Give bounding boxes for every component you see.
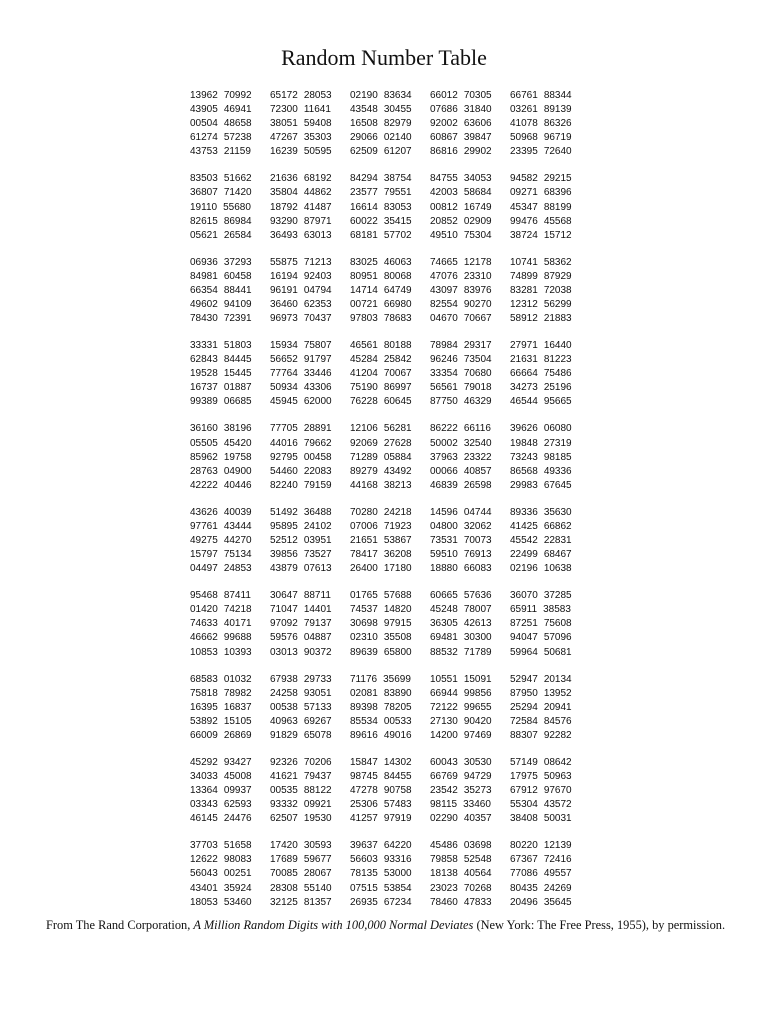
number-group: 47076 23310	[430, 270, 492, 282]
number-group: 42003 58684	[430, 187, 492, 199]
number-group: 46839 26598	[430, 479, 492, 491]
number-group: 17689 59677	[270, 854, 332, 866]
number-group: 84755 34053	[430, 173, 492, 185]
number-group: 78135 53000	[350, 868, 412, 880]
number-group: 26400 17180	[350, 563, 412, 575]
number-group: 37963 23322	[430, 451, 492, 463]
number-group: 29983 67645	[510, 479, 572, 491]
number-block	[190, 589, 590, 659]
number-group: 52512 03951	[270, 534, 332, 546]
number-group: 30647 88711	[270, 590, 331, 602]
number-group: 23395 72640	[510, 146, 572, 158]
number-group: 66354 88441	[190, 284, 252, 296]
number-block	[190, 339, 590, 409]
number-group: 82240 79159	[270, 479, 332, 491]
number-group: 15847 14302	[350, 756, 412, 768]
number-group: 80951 80068	[350, 270, 412, 282]
number-group: 43401 35924	[190, 882, 252, 894]
number-group: 79858 52548	[430, 854, 492, 866]
number-group: 50934 43306	[270, 382, 332, 394]
number-group: 92069 27628	[350, 437, 412, 449]
number-group: 67367 72416	[510, 854, 572, 866]
number-group: 56652 91797	[270, 354, 332, 366]
number-group: 01765 57688	[350, 590, 412, 602]
number-group: 88307 92282	[510, 729, 572, 741]
number-group: 66944 99856	[430, 687, 492, 699]
number-block	[190, 506, 590, 576]
number-group: 04497 24853	[190, 563, 252, 575]
number-group: 35804 44862	[270, 187, 332, 199]
number-group: 71047 14401	[270, 604, 332, 616]
attribution-note	[46, 918, 732, 932]
number-group: 10551 15091	[430, 673, 492, 685]
number-group: 14596 04744	[430, 506, 492, 518]
number-group: 02196 10638	[510, 563, 572, 575]
number-group: 85962 19758	[190, 451, 252, 463]
number-group: 16737 01887	[190, 382, 252, 394]
number-group: 41621 79437	[270, 770, 332, 782]
number-group: 36460 62353	[270, 299, 332, 310]
number-group: 94582 29215	[510, 173, 572, 185]
number-group: 51492 36488	[270, 506, 332, 518]
number-group: 10853 10393	[190, 646, 252, 658]
number-group: 67938 29733	[270, 673, 332, 685]
number-group: 60665 57636	[430, 590, 492, 602]
number-group: 41425 66862	[510, 520, 572, 532]
number-group: 99389 06685	[190, 396, 252, 408]
number-group: 96191 04794	[270, 284, 332, 296]
number-group: 83281 72038	[510, 284, 572, 296]
number-group: 00721 66980	[350, 299, 412, 310]
number-group: 23023 70268	[430, 882, 492, 894]
number-group: 41204 70067	[350, 368, 412, 380]
number-group: 62843 84445	[190, 354, 252, 366]
number-group: 33354 70680	[430, 368, 492, 380]
number-group: 05505 45420	[190, 437, 252, 449]
number-group: 49510 75304	[430, 229, 492, 241]
number-group: 49602 94109	[190, 299, 252, 310]
number-group: 70085 28067	[270, 868, 332, 880]
number-group: 26935 67234	[350, 896, 412, 908]
number-group: 23577 79551	[350, 187, 412, 199]
number-group: 47278 90758	[350, 785, 412, 797]
number-group: 28763 04900	[190, 465, 252, 477]
number-group: 59964 50681	[510, 646, 572, 658]
number-group: 83025 46063	[350, 256, 412, 268]
number-group: 47267 35303	[270, 132, 332, 144]
number-group: 20496 35645	[510, 896, 572, 908]
number-group: 89616 49016	[350, 729, 412, 741]
number-group: 19848 27319	[510, 437, 572, 449]
number-group: 74537 14820	[350, 604, 412, 616]
number-group: 43879 07613	[270, 563, 332, 575]
number-group: 33331 51803	[190, 340, 252, 352]
number-group: 34033 45008	[190, 770, 252, 782]
number-group: 16239 50595	[270, 146, 332, 158]
number-group: 24258 93051	[270, 687, 332, 699]
number-group: 02081 83890	[350, 687, 412, 699]
number-group: 34273 25196	[510, 382, 572, 394]
number-group: 65911 38583	[510, 604, 571, 616]
number-group: 40963 69267	[270, 715, 332, 727]
attribution-prefix: From The Rand Corporation,	[46, 918, 194, 932]
number-group: 06936 37293	[190, 256, 252, 268]
number-group: 16395 16837	[190, 701, 252, 713]
number-group: 45248 78007	[430, 604, 492, 616]
number-group: 60043 30530	[430, 756, 492, 768]
number-group: 36493 63013	[270, 229, 332, 241]
number-group: 00812 16749	[430, 201, 492, 213]
number-group: 59510 76913	[430, 549, 492, 561]
page-title: Random Number Table	[281, 45, 487, 70]
number-group: 83503 51662	[190, 173, 252, 185]
number-group: 13364 09937	[190, 785, 252, 797]
number-group: 66761 88344	[510, 90, 572, 101]
number-group: 43753 21159	[190, 146, 251, 158]
number-group: 00066 40857	[430, 465, 492, 477]
number-group: 36305 42613	[430, 618, 492, 630]
number-group: 68583 01032	[190, 673, 252, 685]
number-group: 77764 33446	[270, 368, 332, 380]
number-group: 44168 38213	[350, 479, 412, 491]
number-group: 03261 89139	[510, 104, 572, 116]
number-group: 42222 40446	[190, 479, 252, 491]
number-group: 85534 00533	[350, 715, 412, 727]
number-group: 05621 26584	[190, 229, 252, 241]
number-group: 41257 97919	[350, 813, 412, 825]
number-group: 02290 40357	[430, 813, 492, 825]
number-group: 62507 19530	[270, 813, 332, 825]
number-group: 97761 43444	[190, 520, 252, 532]
number-group: 72300 11641	[270, 104, 331, 116]
number-group: 43626 40039	[190, 506, 252, 518]
number-group: 30698 97915	[350, 618, 412, 630]
number-group: 50968 96719	[510, 132, 572, 144]
number-group: 46561 80188	[350, 340, 412, 352]
number-group: 00535 88122	[270, 785, 332, 797]
number-group: 97092 79137	[270, 618, 332, 630]
number-group: 78417 36208	[350, 549, 412, 561]
number-group: 72122 99655	[430, 701, 492, 713]
number-group: 95895 24102	[270, 520, 332, 532]
number-group: 78460 47833	[430, 896, 492, 908]
number-group: 16194 92403	[270, 270, 332, 282]
number-group: 38408 50031	[510, 813, 572, 825]
number-group: 45542 22831	[510, 534, 572, 546]
number-group: 14200 97469	[430, 729, 492, 741]
number-group: 19110 55680	[190, 201, 251, 213]
number-group: 46145 24476	[190, 813, 252, 825]
number-group: 49275 44270	[190, 534, 252, 546]
number-group: 12622 98083	[190, 854, 252, 866]
number-group: 93290 87971	[270, 215, 332, 227]
number-group: 84981 60458	[190, 270, 252, 282]
number-group: 93332 09921	[270, 799, 332, 811]
number-group: 52947 20134	[510, 673, 572, 685]
number-group: 07006 71923	[350, 520, 412, 532]
number-group: 92326 70206	[270, 756, 332, 768]
number-group: 44016 79662	[270, 437, 332, 449]
number-group: 78984 29317	[430, 340, 492, 352]
number-group: 66664 75486	[510, 368, 572, 380]
number-group: 61274 57238	[190, 132, 252, 144]
number-group: 66012 70305	[430, 90, 492, 101]
number-group: 12106 56281	[350, 423, 412, 435]
number-group: 39637 64220	[350, 840, 412, 852]
number-group: 66009 26869	[190, 729, 252, 741]
number-group: 09271 68396	[510, 187, 572, 199]
number-group: 87251 75608	[510, 618, 572, 630]
number-group: 43905 46941	[190, 104, 252, 116]
number-group: 45292 93427	[190, 756, 252, 768]
number-block	[190, 89, 590, 159]
number-group: 25294 20941	[510, 701, 572, 713]
number-group: 66769 94729	[430, 770, 492, 782]
attribution-book-title: A Million Random Digits with 100,000 Normal Deviates	[193, 918, 474, 932]
number-group: 91829 65078	[270, 729, 332, 741]
number-block	[190, 839, 590, 909]
number-group: 02190 83634	[350, 90, 412, 101]
number-group: 10741 58362	[510, 256, 572, 268]
number-group: 98745 84455	[350, 770, 412, 782]
number-group: 89336 35630	[510, 506, 572, 518]
number-group: 96973 70437	[270, 313, 332, 325]
number-group: 39856 73527	[270, 549, 332, 561]
number-group: 03013 90372	[270, 646, 332, 658]
number-group: 68181 57702	[350, 229, 412, 241]
number-group: 18053 53460	[190, 896, 252, 908]
number-group: 36070 37285	[510, 590, 572, 602]
number-group: 74665 12178	[430, 256, 492, 268]
number-group: 00504 48658	[190, 118, 252, 130]
number-block	[190, 756, 590, 826]
number-group: 00538 57133	[270, 701, 332, 713]
attribution-suffix: (New York: The Free Press, 1955), by permission.	[473, 918, 726, 932]
number-group: 96246 73504	[430, 354, 492, 366]
number-group: 27130 90420	[430, 715, 492, 727]
number-group: 41078 86326	[510, 118, 572, 130]
number-group: 94047 57096	[510, 632, 572, 644]
random-number-table	[190, 89, 590, 910]
number-group: 36160 38196	[190, 423, 252, 435]
number-group: 38724 15712	[510, 229, 572, 241]
number-group: 21631 81223	[510, 354, 572, 366]
number-group: 56043 00251	[190, 868, 252, 880]
number-group: 62509 61207	[350, 146, 412, 158]
number-group: 72584 84576	[510, 715, 572, 727]
number-group: 46662 99688	[190, 632, 252, 644]
number-group: 87950 13952	[510, 687, 572, 699]
number-block	[190, 673, 590, 743]
number-group: 39626 06080	[510, 423, 572, 435]
number-group: 46544 95665	[510, 396, 572, 408]
number-group: 03343 62593	[190, 799, 252, 811]
number-group: 16508 82979	[350, 118, 412, 130]
number-group: 21636 68192	[270, 173, 332, 185]
number-group: 77086 49557	[510, 868, 572, 880]
number-group: 74899 87929	[510, 270, 572, 282]
number-group: 75190 86997	[350, 382, 412, 394]
number-group: 89279 43492	[350, 465, 412, 477]
number-group: 29066 02140	[350, 132, 412, 144]
number-group: 56561 79018	[430, 382, 492, 394]
number-group: 56603 93316	[350, 854, 412, 866]
number-group: 80220 12139	[510, 840, 572, 852]
number-group: 92795 00458	[270, 451, 332, 463]
number-group: 76228 60645	[350, 396, 412, 408]
number-group: 32125 81357	[270, 896, 332, 908]
number-group: 99476 45568	[510, 215, 572, 227]
number-group: 04670 70667	[430, 313, 492, 325]
number-block	[190, 256, 590, 326]
number-group: 16614 83053	[350, 201, 412, 213]
number-group: 86816 29902	[430, 146, 492, 158]
number-block	[190, 172, 590, 242]
number-group: 20852 02909	[430, 215, 492, 227]
number-group: 22499 68467	[510, 549, 572, 561]
number-group: 71176 35699	[350, 673, 411, 685]
number-group: 74633 40171	[190, 618, 252, 630]
number-group: 58912 21883	[510, 313, 572, 325]
number-group: 54460 22083	[270, 465, 332, 477]
number-group: 89398 78205	[350, 701, 412, 713]
number-group: 28308 55140	[270, 882, 332, 894]
number-group: 89639 65800	[350, 646, 412, 658]
number-group: 95468 87411	[190, 590, 251, 602]
number-group: 71289 05884	[350, 451, 412, 463]
number-group: 67912 97670	[510, 785, 572, 797]
number-group: 38051 59408	[270, 118, 332, 130]
number-group: 55875 71213	[270, 256, 332, 268]
number-group: 98115 33460	[430, 799, 491, 811]
number-group: 43548 30455	[350, 104, 412, 116]
number-group: 92002 63606	[430, 118, 492, 130]
number-group: 50002 32540	[430, 437, 492, 449]
number-group: 36807 71420	[190, 187, 252, 199]
number-group: 60867 39847	[430, 132, 492, 144]
number-group: 60022 35415	[350, 215, 412, 227]
number-group: 43097 83976	[430, 284, 492, 296]
number-group: 27971 16440	[510, 340, 572, 352]
number-group: 17420 30593	[270, 840, 332, 852]
number-group: 69481 30300	[430, 632, 492, 644]
number-group: 14714 64749	[350, 284, 412, 296]
number-group: 25306 57483	[350, 799, 412, 811]
number-group: 12312 56299	[510, 299, 572, 310]
number-group: 04800 32062	[430, 520, 492, 532]
number-group: 15797 75134	[190, 549, 252, 561]
number-group: 78430 72391	[190, 313, 252, 325]
number-group: 53892 15105	[190, 715, 252, 727]
number-group: 75818 78982	[190, 687, 252, 699]
number-group: 18138 40564	[430, 868, 492, 880]
number-group: 73531 70073	[430, 534, 492, 546]
number-group: 97803 78683	[350, 313, 412, 325]
number-group: 37703 51658	[190, 840, 252, 852]
number-group: 18880 66083	[430, 563, 492, 575]
number-block	[190, 422, 590, 492]
number-group: 65172 28053	[270, 90, 332, 101]
number-group: 73243 98185	[510, 451, 572, 463]
number-group: 55304 43572	[510, 799, 572, 811]
number-group: 87750 46329	[430, 396, 492, 408]
number-group: 70280 24218	[350, 506, 412, 518]
number-group: 17975 50963	[510, 770, 572, 782]
number-group: 45284 25842	[350, 354, 412, 366]
number-group: 88532 71789	[430, 646, 492, 658]
number-group: 23542 35273	[430, 785, 492, 797]
number-group: 02310 35508	[350, 632, 412, 644]
number-group: 19528 15445	[190, 368, 252, 380]
number-group: 86568 49336	[510, 465, 572, 477]
number-group: 07686 31840	[430, 104, 492, 116]
number-group: 45945 62000	[270, 396, 332, 408]
number-group: 15934 75807	[270, 340, 332, 352]
number-group: 86222 66116	[430, 423, 491, 435]
number-group: 77705 28891	[270, 423, 332, 435]
number-group: 21651 53867	[350, 534, 412, 546]
number-group: 82615 86984	[190, 215, 252, 227]
number-group: 45347 88199	[510, 201, 572, 213]
number-group: 13962 70992	[190, 90, 252, 101]
number-group: 01420 74218	[190, 604, 252, 616]
number-group: 84294 38754	[350, 173, 412, 185]
number-group: 59576 04887	[270, 632, 332, 644]
number-group: 18792 41487	[270, 201, 332, 213]
number-group: 45486 03698	[430, 840, 492, 852]
number-group: 82554 90270	[430, 299, 492, 310]
number-group: 57149 08642	[510, 756, 572, 768]
number-group: 80435 24269	[510, 882, 572, 894]
number-group: 07515 53854	[350, 882, 412, 894]
